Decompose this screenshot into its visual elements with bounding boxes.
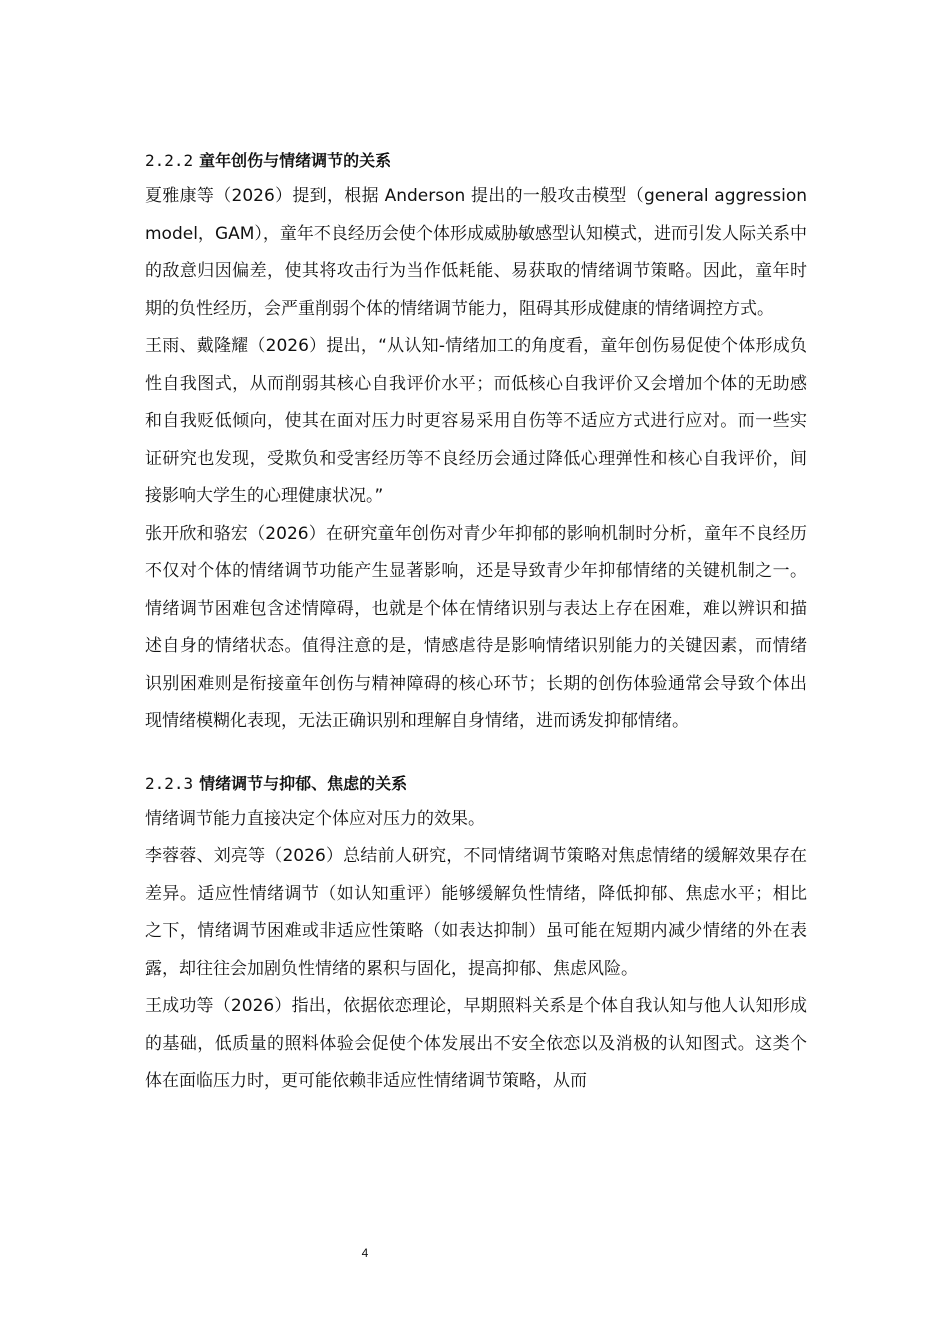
section-number: 2.2.3 <box>145 773 194 793</box>
section-title: 童年创伤与情绪调节的关系 <box>199 151 392 170</box>
section-heading-2-2-2 <box>145 148 807 174</box>
paragraph: 夏雅康等（2026）提到，根据 Anderson 提出的一般攻击模型（general aggression model，GAM），童年不良经历会使个体形成威胁敏感型认知模式，进而引发人际关系中的敌意归因偏差，使其将攻击行为当作低耗能、易获取的情绪调节策略。因此，童年时期的负性经历，会严重削弱个体的情绪调节能力，阻碍其形成健康的情绪调控方式。 <box>145 186 807 319</box>
paragraph: 张开欣和骆宏（2026）在研究童年创伤对青少年抑郁的影响机制时分析，童年不良经历不仅对个体的情绪调节功能产生显著影响，还是导致青少年抑郁情绪的关键机制之一。情绪调节困难包含述情障碍，也就是个体在情绪识别与表达上存在困难，难以辨识和描述自身的情绪状态。值得注意的是，情感虐待是影响情绪识别能力的关键因素，而情绪识别困难则是衔接童年创伤与精神障碍的核心环节；长期的创伤体验通常会导致个体出现情绪模糊化表现，无法正确识别和理解自身情绪，进而诱发抑郁情绪。 <box>145 523 807 731</box>
page-number: 4 <box>361 1246 369 1260</box>
page-body <box>145 148 807 1101</box>
paragraph: 情绪调节能力直接决定个体应对压力的效果。 <box>145 808 485 829</box>
section-gap <box>145 741 807 771</box>
section-title: 情绪调节与抑郁、焦虑的关系 <box>199 773 408 793</box>
section-number: 2.2.2 <box>145 151 194 170</box>
paragraph: 王雨、戴隆耀（2026）提出，“从认知-情绪加工的角度看，童年创伤易促使个体形成负性自我图式，从而削弱其核心自我评价水平；而低核心自我评价又会增加个体的无助感和自我贬低倾向，使其在面对压力时更容易采用自伤等不适应方式进行应对。而一些实证研究也发现，受欺负和受害经历等不良经历会通过降低心理弹性和核心自我评价，间接影响大学生的心理健康状况。” <box>145 336 807 506</box>
paragraph: 王成功等（2026）指出，依据依恋理论，早期照料关系是个体自我认知与他人认知形成的基础，低质量的照料体验会促使个体发展出不安全依恋以及消极的认知图式。这类个体在面临压力时，更可能依赖非适应性情绪调节策略，从而 <box>145 996 807 1091</box>
paragraph: 李蓉蓉、刘亮等（2026）总结前人研究，不同情绪调节策略对焦虑情绪的缓解效果存在差异。适应性情绪调节（如认知重评）能够缓解负性情绪，降低抑郁、焦虑水平；相比之下，情绪调节困难或非适应性策略（如表达抑制）虽可能在短期内减少情绪的外在表露，却往往会加剧负性情绪的累积与固化，提高抑郁、焦虑风险。 <box>145 846 807 979</box>
section-heading-2-2-3 <box>145 771 807 797</box>
